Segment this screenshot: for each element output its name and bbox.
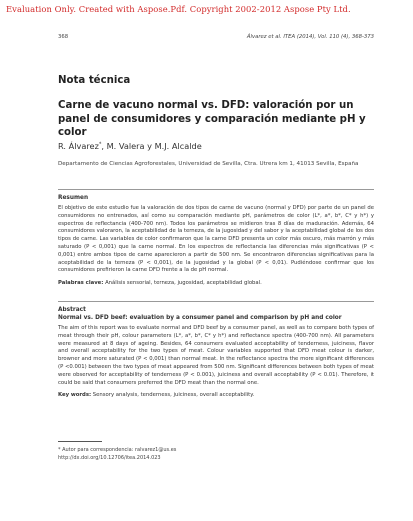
page-header — [58, 34, 374, 40]
abstract-heading: Abstract — [58, 307, 86, 313]
evaluation-watermark: Evaluation Only. Created with Aspose.Pdf. Copyright 2002-2012 Aspose Pty Ltd. — [6, 4, 351, 14]
palabras-clave — [58, 280, 374, 288]
footnote — [58, 446, 358, 462]
palabras-clave-text: Análisis sensorial, terneza, jugosidad, aceptabilidad global. — [105, 280, 262, 287]
palabras-clave-label: Palabras clave: — [58, 280, 104, 287]
author-list — [58, 141, 202, 151]
affiliation: Departamento de Ciencias Agroforestales, Universidad de Sevilla, Ctra. Utrera km 1, 41013 Sevilla, España — [58, 161, 359, 167]
key-words — [58, 392, 374, 400]
correspondence-note: * Autor para correspondencia: ralvarez1@us.es — [58, 447, 177, 453]
abstract-section — [58, 301, 374, 400]
page-number: 368 — [58, 34, 69, 40]
author-first: R. Álvarez — [58, 141, 99, 151]
section-label: Nota técnica — [58, 75, 131, 86]
abstract-text: The aim of this report was to evaluate normal and DFD beef by a consumer panel, as well as to compare both types of meat through their pH, colour parameters (L*, a*, b*, C* y h*) and reflectance spectra (400-700 nm). All parameters were measured at 8 days of ageing. Besides, 64 consumers evaluated acceptability of tenderness, juiciness, flavor and overall acceptability for the two types of meat. Colour variables supported that DFD meat colour is darker, browner and more saturated (P < 0,001) than normal meat. In the reflectance spectra the more significant differences (P <0.001) between the two types of meat appeared from 500 nm. Significant differences between both types of meat were observed for acceptability of tenderness (P < 0.001), juiciness and overall acceptability (P < 0.01). Therefore, it could be said that consumers preferred the DFD meat than the normal one. — [58, 325, 374, 386]
correspondence-marker: * — [98, 141, 102, 148]
resumen-section — [58, 189, 374, 288]
abstract-subtitle: Normal vs. DFD beef: evaluation by a consumer panel and comparison by pH and color — [58, 315, 342, 321]
resumen-heading: Resumen — [58, 195, 89, 201]
doi-link[interactable]: http://dx.doi.org/10.12706/itea.2014.023 — [58, 455, 161, 461]
footnote-divider — [58, 441, 102, 442]
journal-reference: Álvarez et al. ITEA (2014), Vol. 110 (4), 368-373 — [246, 34, 374, 40]
author-rest: , M. Valera y M.J. Alcalde — [101, 141, 202, 151]
key-words-text: Sensory analysis, tenderness, juiciness, overall acceptability. — [92, 392, 255, 399]
key-words-label: Key words: — [58, 392, 92, 399]
article-title: Carne de vacuno normal vs. DFD: valoración por un panel de consumidores y comparación mediante pH y color — [58, 100, 366, 138]
resumen-text: El objetivo de este estudio fue la valoración de dos tipos de carne de vacuno (normal y DFD) por parte de un panel de consumidores no entrenados, así como su comparación mediante pH, parámetros de color (L*, a*, b*, C* y h*) y espectros de reflectancia (400-700 nm). Todos los parámetros se midieron tras 8 días de maduración. Además, 64 consumidores valoraron, la aceptabilidad de la terneza, de la jugosidad y del sabor y la aceptabilidad global de los dos tipos de carne. Las variables de color confirmaron que la carne DFD presenta un color más oscuro, más marrón y más saturado (P < 0,001) que la carne normal. En los espectros de reflectancia las diferencias más significativas (P < 0,001) entre ambos tipos de carne aparecieron a partir de 500 nm. Se encontraron diferencias significativas para la aceptabilidad de la terneza (P < 0,001), de la jugosidad y la global (P < 0,01). Pudiéndose confirmar que los consumidores prefirieron la carne DFD frente a la de pH normal. — [58, 205, 374, 274]
